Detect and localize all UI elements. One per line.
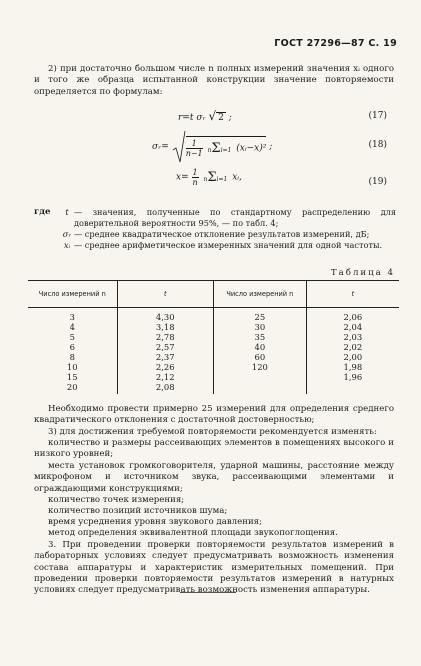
list-item-source-positions: места установок громкоговорителя, ударной машины, расстояние между микрофоном и источником звука, рассеивающими элементами и ограждающими конструкциями; <box>34 461 394 494</box>
formula-18-lhs: σᵣ= <box>152 142 169 152</box>
column-t-right: 2,06 2,04 2,03 2,02 2,00 1,98 1,96 <box>306 308 399 395</box>
list-item-noise-positions: количество позиций источников шума; <box>48 506 228 516</box>
formula-18 <box>152 130 272 166</box>
formula-19-lhs: x= <box>176 172 189 183</box>
column-n-right: 25 30 35 40 60 120 <box>213 308 306 395</box>
fraction-1-over-n: $\frac{1}{n}$ <box>192 168 198 187</box>
header-t-right: t <box>306 281 399 308</box>
intro-paragraph: 2) при достаточно большом числе n полных измерений значения xᵢ одного и того же образца испытанной конструкции значение повторяемости определяется по формулам: <box>34 64 394 97</box>
radical-sign: √ <box>208 109 217 123</box>
formula-17-tail: ; <box>228 113 232 123</box>
table-caption: Таблица 4 <box>330 268 395 278</box>
list-item-absorption-method: метод определения эквивалентной площади звукопоглощения. <box>48 528 338 538</box>
table-header-row <box>28 281 399 308</box>
standard-header: ГОСТ 27296—87 С. 19 <box>274 38 397 49</box>
header-n-right: Число измерений n <box>213 281 306 308</box>
header-t-left: t <box>117 281 213 308</box>
formula-18-radicand <box>186 136 267 158</box>
student-t-table <box>28 280 399 394</box>
where-item-x: xᵢ — среднее арифметическое измеренных значений для одной частоты. <box>63 240 383 250</box>
big-radical-icon <box>172 130 186 164</box>
footer-rule <box>180 592 236 593</box>
formula-17-lhs: r=t σᵣ <box>178 113 206 123</box>
list-item-scatter-elements: количество и размеры рассеивающих элементов в помещениях высокого и низкого уровней; <box>34 438 394 460</box>
summation-icon: nΣi=1 <box>207 140 232 156</box>
equation-number-18: (18) <box>368 140 387 150</box>
formula-17 <box>178 109 232 123</box>
paragraph-sample-size: Необходимо провести примерно 25 измерений для определения среднего квадратического отклонения с достаточной достоверностью; <box>34 404 394 426</box>
fraction-1-over-n-1: $\frac{1}{n-1}$ <box>185 139 203 158</box>
column-n-left: 3 4 5 6 8 10 15 20 <box>66 312 78 392</box>
formula-18-term: (xᵢ−x)² <box>236 143 267 154</box>
formula-18-tail: ; <box>269 142 273 152</box>
formula-17-radicand: 2 <box>218 113 224 123</box>
where-item-t: t — значения, полученные по стандартному распределению для доверительной вероятности 95%, — по табл. 4; <box>65 207 396 228</box>
where-label: где <box>34 207 51 217</box>
list-item-measure-points: количество точек измерения; <box>48 495 185 505</box>
table-body-row <box>28 308 399 395</box>
equation-number-17: (17) <box>368 111 387 121</box>
header-n-left: Число измерений n <box>28 281 117 308</box>
list-item-averaging-time: время усреднения уровня звукового давления; <box>48 517 263 527</box>
summation-icon: nΣi=1 <box>203 169 228 185</box>
equation-number-19: (19) <box>368 177 387 187</box>
column-t-left: 4,30 3,18 2,78 2,57 2,37 2,26 2,12 2,08 <box>117 308 213 395</box>
formula-19 <box>176 168 242 187</box>
where-item-sigma: σᵣ — среднее квадратическое отклонение результатов измерений, дБ; <box>62 229 370 239</box>
paragraph-section-3: 3. При проведении проверки повторяемости результатов измерений в лабораторных условиях следует предусматривать возможность изменения состава аппаратуры и характеристик измерительных помещений. При проведении проверки повторяемости результатов измерений в натурных условиях следует предусматривать возможность изменения аппаратуры. <box>34 540 394 596</box>
paragraph-recommendation: 3) для достижения требуемой повторяемости рекомендуется изменять: <box>48 427 377 437</box>
formula-19-term: xᵢ, <box>232 172 242 183</box>
